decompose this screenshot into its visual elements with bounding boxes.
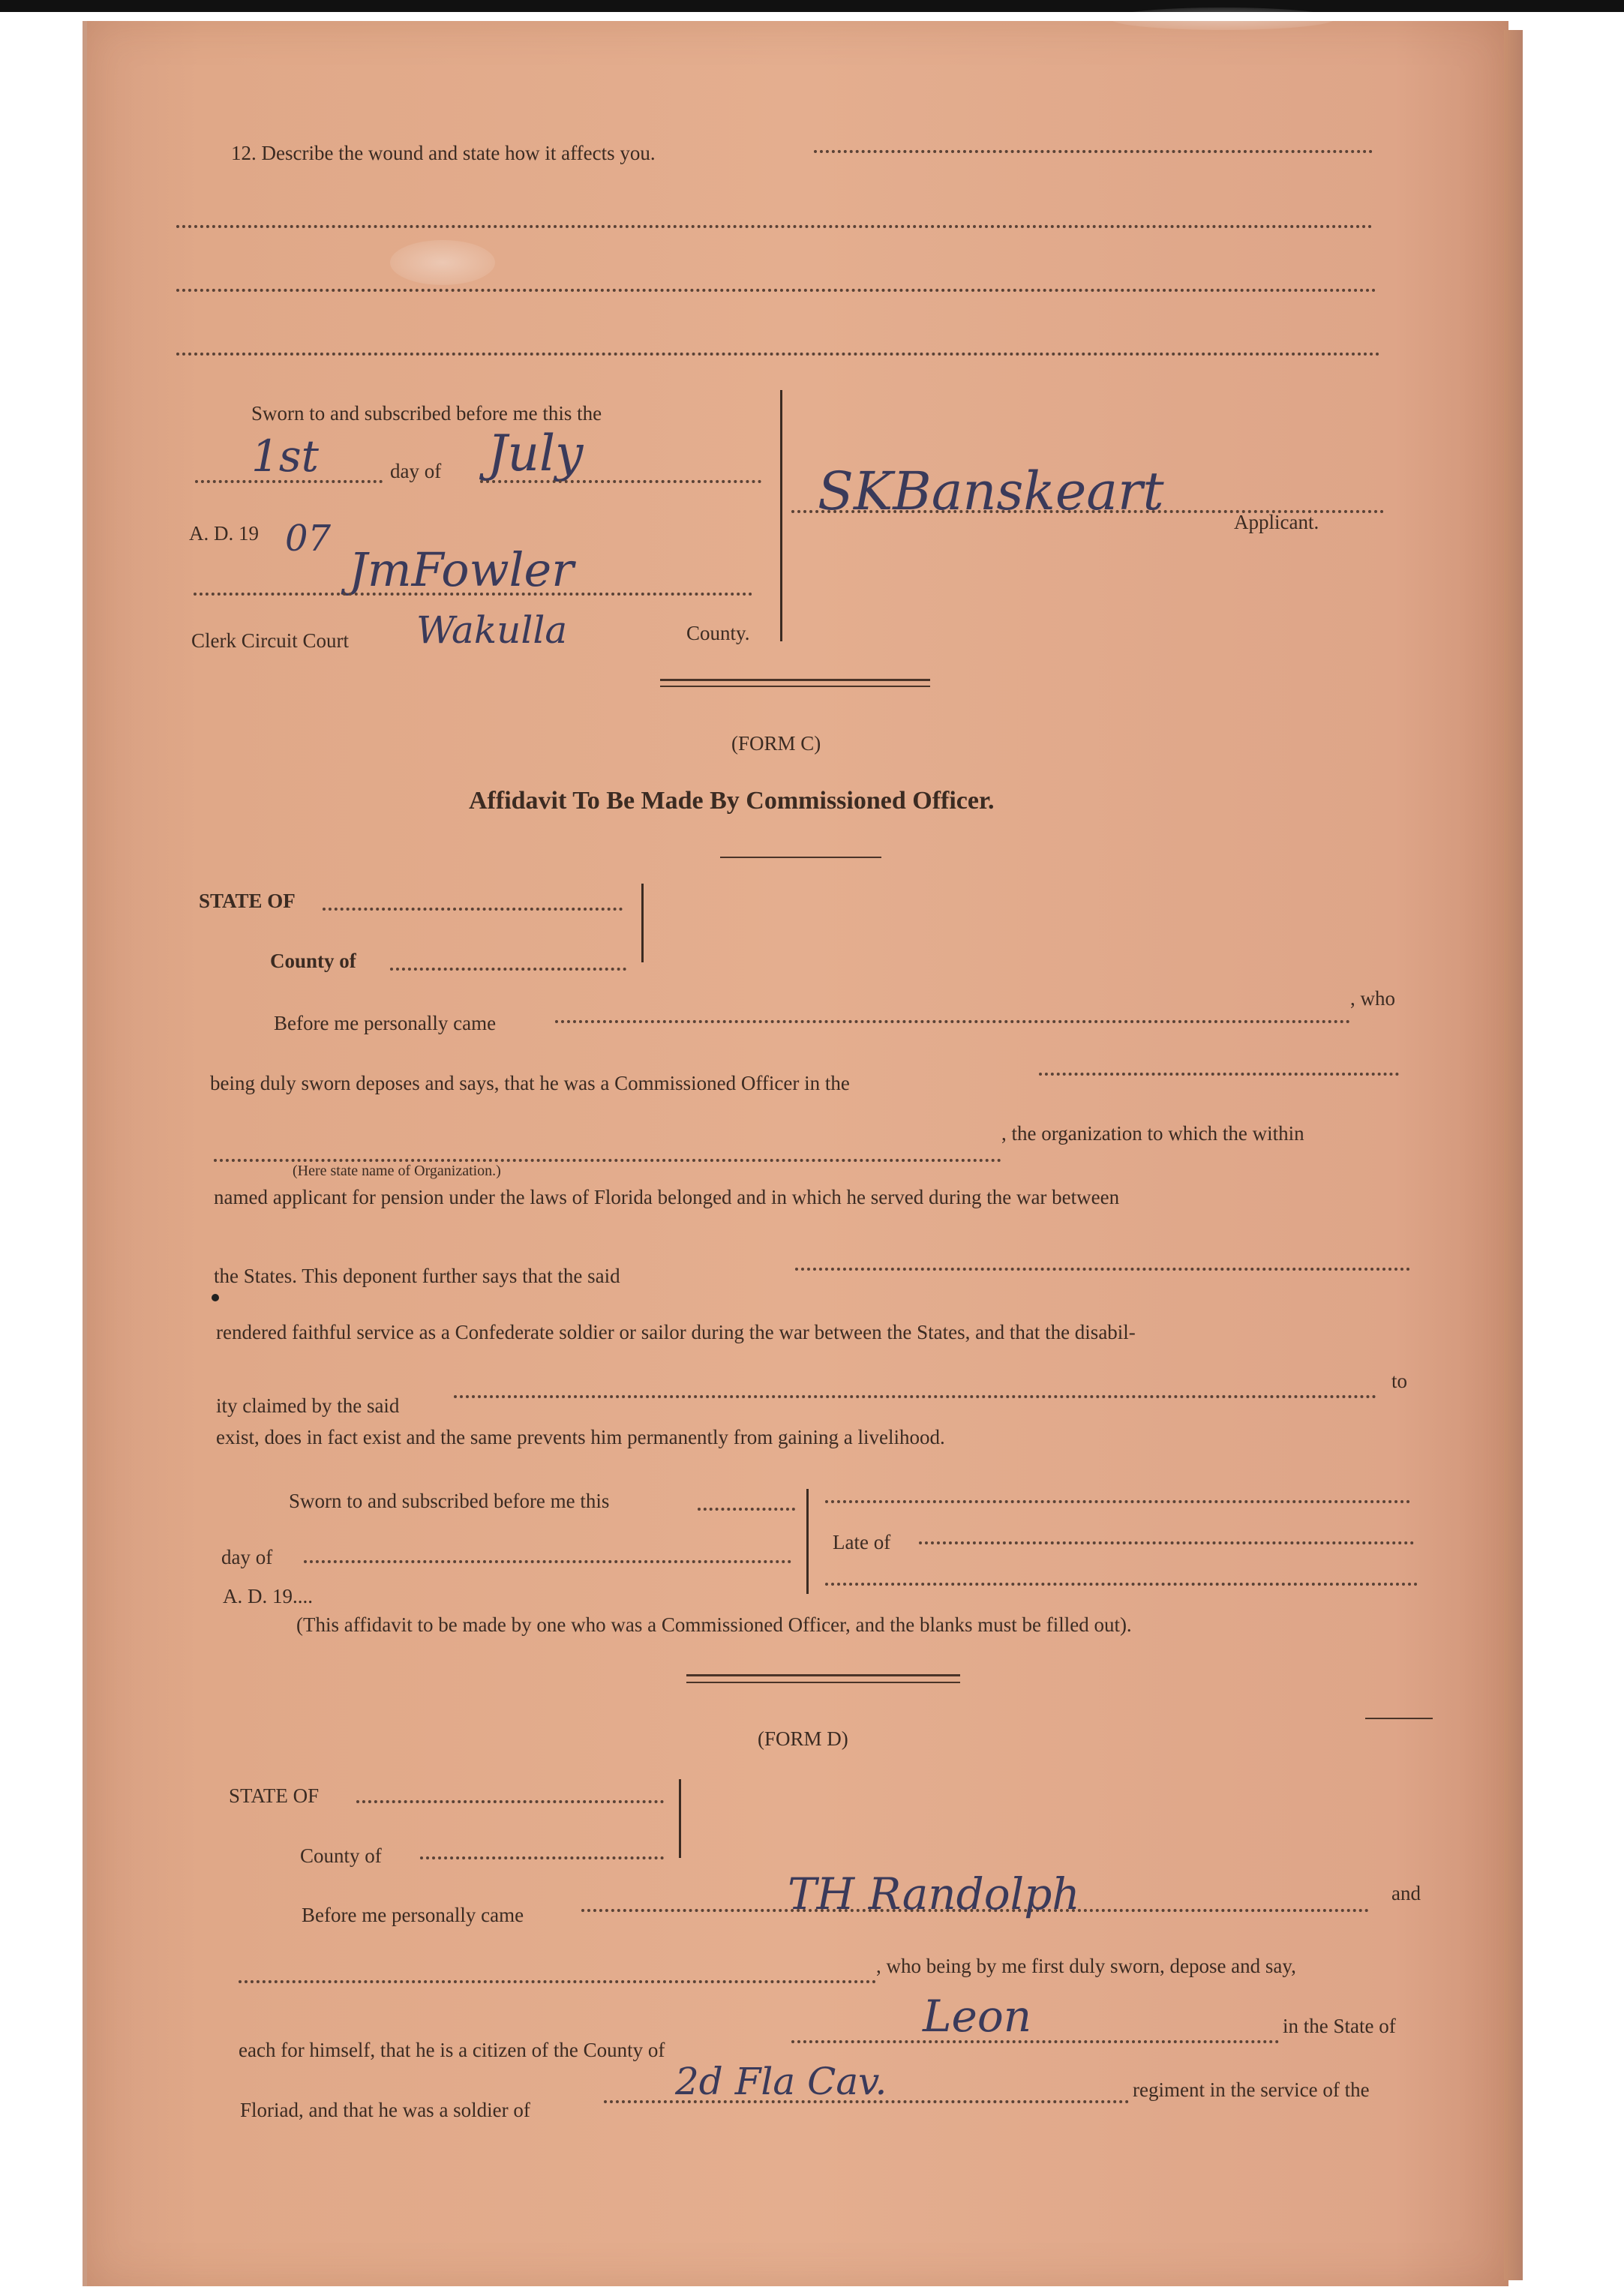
venue-brace bbox=[641, 884, 644, 962]
affiant-name-line bbox=[555, 1020, 1350, 1023]
disability-line: ity claimed by the said bbox=[216, 1394, 400, 1417]
faithful-service-line: rendered faithful service as a Confederate soldier or sailor during the war between the States, and that the disabil- bbox=[216, 1321, 1136, 1343]
day-of-label: day of bbox=[390, 460, 442, 482]
late-of-line bbox=[919, 1541, 1414, 1544]
soldier-of-line: Floriad, and that he was a soldier of bbox=[240, 2099, 530, 2121]
officer-signature-line bbox=[825, 1583, 1418, 1586]
answer-line bbox=[176, 289, 1376, 292]
applicant-signature: SKBanskeart bbox=[818, 461, 1164, 522]
year-handwritten: 07 bbox=[285, 518, 332, 560]
ink-dot bbox=[212, 1294, 219, 1301]
clerk-signature-line bbox=[194, 593, 752, 596]
jurat-c-ad: A. D. 19.... bbox=[223, 1585, 313, 1607]
applicant-label: Applicant. bbox=[1234, 511, 1319, 533]
county-of-label: County of bbox=[300, 1844, 382, 1867]
exist-line: exist, does in fact exist and the same prevents him permanently from gaining a livelihood. bbox=[216, 1426, 945, 1448]
form-d-label: (FORM D) bbox=[758, 1727, 848, 1750]
jurat-c-line bbox=[304, 1560, 791, 1563]
county-of-label: County of bbox=[270, 950, 356, 972]
section-divider bbox=[660, 679, 930, 681]
officer-signature-line bbox=[825, 1500, 1410, 1503]
affiant-name-handwritten: TH Randolph bbox=[788, 1868, 1080, 1919]
jurat-c-sworn: Sworn to and subscribed before me this bbox=[289, 1490, 610, 1512]
to-label: to bbox=[1391, 1370, 1408, 1392]
county-line bbox=[390, 968, 626, 971]
ad-label: A. D. 19 bbox=[189, 522, 259, 545]
photo-glare bbox=[390, 240, 495, 285]
day-line bbox=[195, 480, 383, 483]
disability-name-line bbox=[454, 1395, 1376, 1398]
jurat-c-line bbox=[698, 1508, 795, 1511]
and-label: and bbox=[1391, 1882, 1421, 1904]
form-c-title: Affidavit To Be Made By Commissioned Officer. bbox=[469, 787, 995, 815]
answer-line bbox=[176, 225, 1373, 228]
title-underline bbox=[720, 857, 881, 858]
before-me-label: Before me personally came bbox=[302, 1904, 524, 1926]
day-handwritten: 1st bbox=[251, 431, 319, 482]
county-handwritten: Leon bbox=[923, 1991, 1032, 2042]
who-being-line: , who being by me first duly sworn, depose and say, bbox=[876, 1955, 1296, 1977]
regiment-label: regiment in the service of the bbox=[1133, 2078, 1370, 2101]
second-affiant-line bbox=[239, 1980, 876, 1983]
late-of-label: Late of bbox=[833, 1531, 891, 1553]
month-line bbox=[480, 480, 761, 483]
regiment-handwritten: 2d Fla Cav. bbox=[675, 2060, 887, 2103]
citizen-line: each for himself, that he is a citizen of the County of bbox=[239, 2039, 665, 2061]
named-applicant-line: named applicant for pension under the laws of Florida belonged and in which he served during the war between bbox=[214, 1186, 1120, 1208]
applicant-name-line bbox=[795, 1268, 1410, 1271]
answer-line bbox=[814, 150, 1373, 153]
venue-brace bbox=[679, 1779, 681, 1858]
organization-hint: (Here state name of Organization.) bbox=[293, 1163, 501, 1179]
sworn-deposes-line: being duly sworn deposes and says, that he was a Commissioned Officer in the bbox=[210, 1072, 850, 1094]
jurat-brace bbox=[780, 390, 782, 641]
form-c-label: (FORM C) bbox=[731, 732, 821, 755]
state-of-text: in the State of bbox=[1283, 2015, 1396, 2037]
state-line bbox=[356, 1800, 664, 1803]
photo-glare bbox=[1110, 8, 1335, 30]
county-handwritten: Wakulla bbox=[416, 608, 568, 652]
jurat-c-day: day of bbox=[221, 1546, 273, 1568]
scan-top-border bbox=[0, 0, 1624, 12]
section-divider bbox=[660, 686, 930, 687]
county-line bbox=[420, 1856, 664, 1859]
clerk-signature: JmFowler bbox=[349, 542, 574, 597]
state-line bbox=[323, 908, 623, 911]
county-label: County. bbox=[686, 622, 750, 644]
question-12-label: 12. Describe the wound and state how it affects you. bbox=[231, 142, 656, 164]
pencil-mark bbox=[1365, 1718, 1433, 1719]
jurat-c-brace bbox=[806, 1489, 809, 1594]
organization-line bbox=[1039, 1073, 1399, 1076]
section-divider bbox=[686, 1674, 960, 1676]
page-edge bbox=[1504, 30, 1523, 2280]
clerk-label: Clerk Circuit Court bbox=[191, 629, 349, 652]
month-handwritten: July bbox=[488, 425, 584, 482]
section-divider bbox=[686, 1682, 960, 1683]
county-name-line bbox=[791, 2040, 1279, 2043]
jurat-sworn-line: Sworn to and subscribed before me this the bbox=[251, 402, 602, 425]
who-label: , who bbox=[1350, 987, 1395, 1010]
answer-line bbox=[176, 353, 1380, 356]
document-page bbox=[83, 21, 1508, 2286]
organization-text: , the organization to which the within bbox=[1001, 1122, 1304, 1145]
state-of-label: STATE OF bbox=[199, 890, 296, 912]
state-of-label: STATE OF bbox=[229, 1784, 320, 1807]
before-me-label: Before me personally came bbox=[274, 1012, 497, 1034]
form-c-note: (This affidavit to be made by one who was a Commissioned Officer, and the blanks must be filled out). bbox=[296, 1613, 1132, 1636]
states-line: the States. This deponent further says that the said bbox=[214, 1265, 620, 1287]
